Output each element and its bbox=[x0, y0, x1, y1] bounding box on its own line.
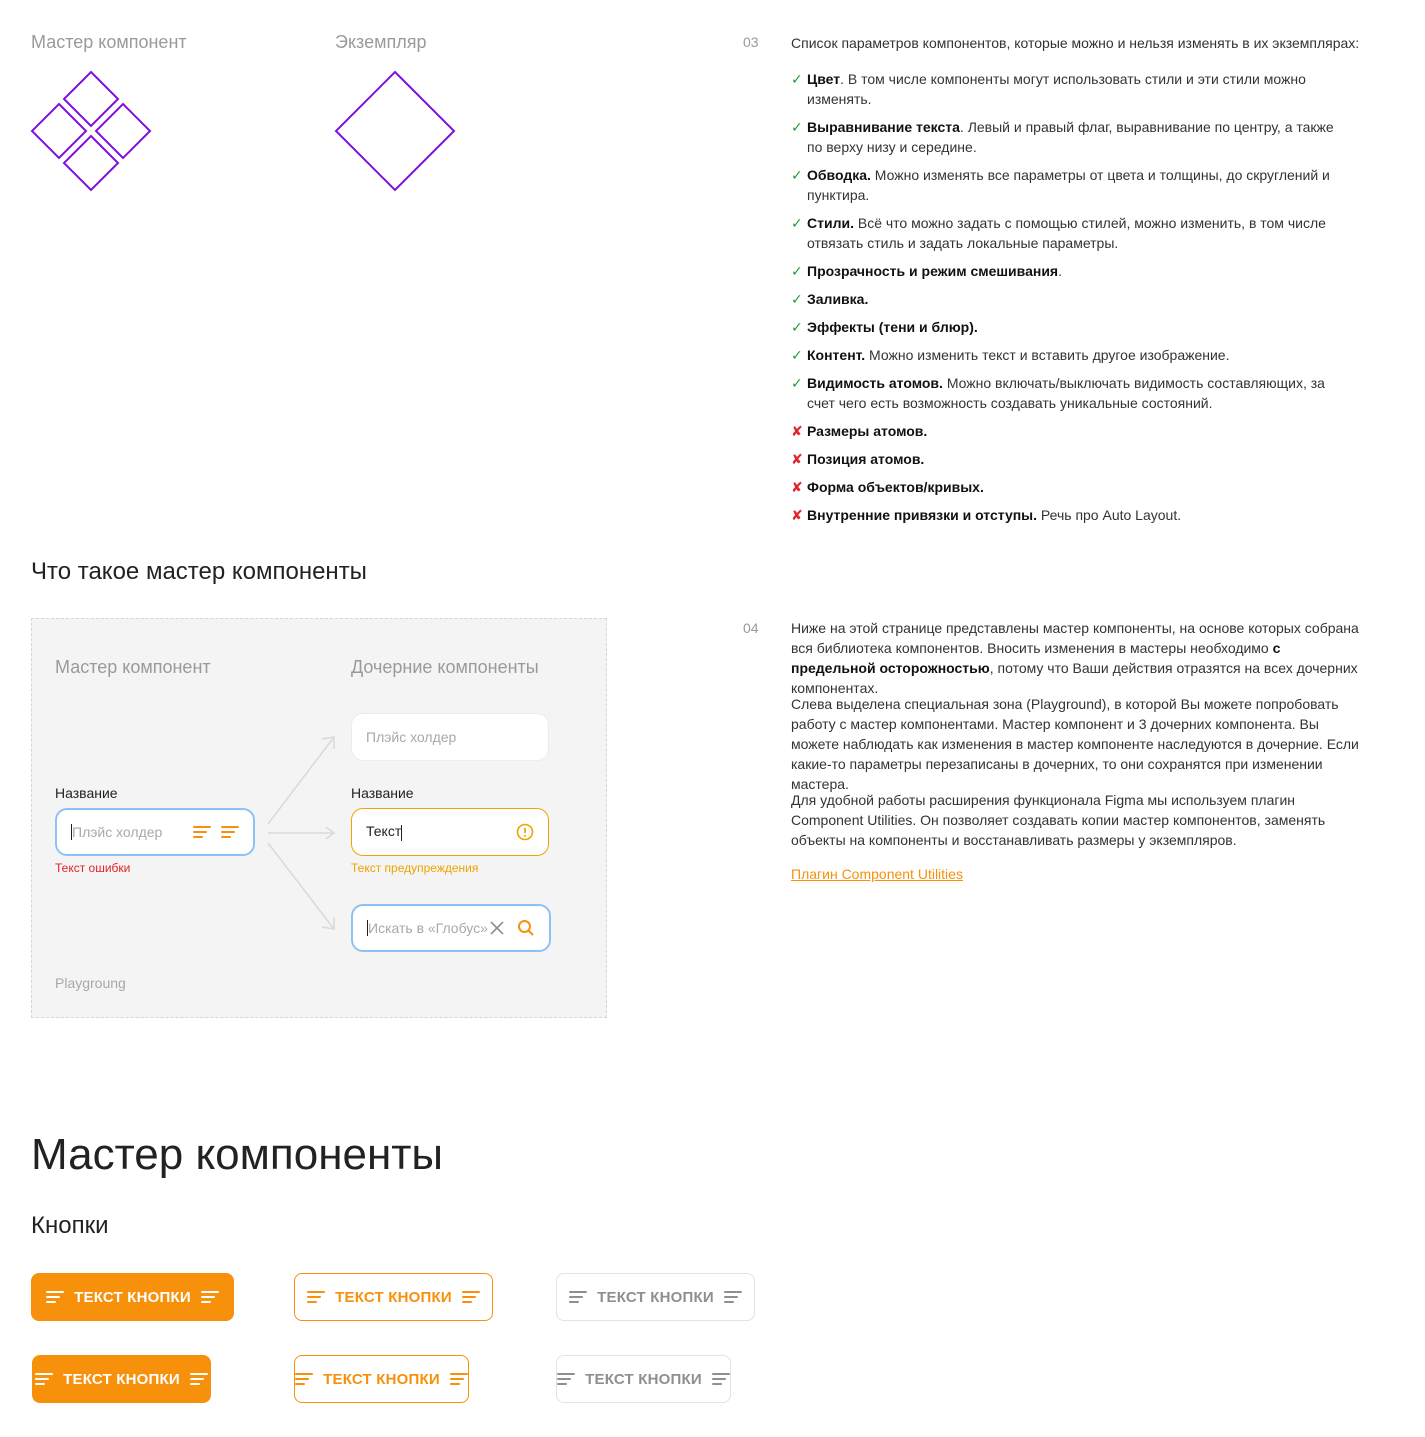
section-number-04: 04 bbox=[743, 620, 759, 636]
button-label: ТЕКСТ КНОПКИ bbox=[585, 1370, 702, 1388]
search-icon[interactable] bbox=[517, 919, 535, 937]
master-input-placeholder: Плэйс холдер bbox=[72, 824, 163, 840]
lines-icon bbox=[35, 1372, 53, 1386]
master-caption: Мастер компонент bbox=[31, 32, 187, 52]
button-label: ТЕКСТ КНОПКИ bbox=[323, 1370, 440, 1388]
lines-icon bbox=[307, 1290, 325, 1304]
about-paragraph-1: Ниже на этой странице представлены мастер компоненты, на основе которых собрана вся библиотека компонентов. Вносить изменения в мастеры необходимо с предельной осторожностью, потому что Ваши действия отразятся на всех дочерних компонентах. bbox=[791, 620, 1359, 696]
child-input-1[interactable] bbox=[351, 713, 549, 761]
lines-icon bbox=[724, 1290, 742, 1304]
child2-warning-text: Текст предупреждения bbox=[351, 861, 479, 875]
params-intro: Список параметров компонентов, которые можно и нельзя изменять в их экземплярах: bbox=[791, 35, 1360, 51]
button-filled-medium[interactable] bbox=[32, 1355, 211, 1403]
master-input[interactable] bbox=[55, 808, 255, 856]
list-item: ✓ Контент. Можно изменить текст и вставить другое изображение. bbox=[791, 347, 1230, 363]
pg-master-caption: Мастер компонент bbox=[55, 657, 211, 677]
list-item: ✘ Размеры атомов. bbox=[791, 423, 928, 439]
button-label: ТЕКСТ КНОПКИ bbox=[335, 1288, 452, 1306]
lines-icon bbox=[712, 1372, 730, 1386]
instance-caption: Экземпляр bbox=[335, 32, 427, 52]
about-paragraph-2: Слева выделена специальная зона (Playground), в которой Вы можете попробовать работу с мастер компонентами. Мастер компонент и 3 дочерних компонента. Вы можете наблюдать как изменения в мастер компоненте наследуются в дочерние. Если какие-то параметры перезаписаны в дочерних, то они сохранятся при изменении мастера. bbox=[791, 696, 1359, 792]
section-title: Что такое мастер компоненты bbox=[31, 558, 367, 585]
section-number-03: 03 bbox=[743, 34, 759, 50]
about-paragraph-3: Для удобной работы расширения функционала Figma мы используем плагин Component Utilities. Он позволяет создавать копии мастер компонентов, заменять объекты на компоненты и восстанавливать размеры у экземпляров. bbox=[791, 792, 1326, 848]
child-input-2[interactable] bbox=[351, 808, 549, 856]
lines-icon bbox=[201, 1290, 219, 1304]
child2-value: Текст bbox=[366, 823, 402, 840]
lines-icon bbox=[295, 1372, 313, 1386]
list-item: ✘ Позиция атомов. bbox=[791, 451, 925, 467]
buttons-title: Кнопки bbox=[31, 1212, 109, 1239]
child-search-input[interactable] bbox=[351, 904, 551, 952]
button-filled-large[interactable] bbox=[31, 1273, 234, 1321]
master-component-shape bbox=[30, 70, 154, 194]
lines-icon bbox=[450, 1372, 468, 1386]
list-item: ✘ Внутренние привязки и отступы. Речь про Auto Layout. bbox=[791, 507, 1182, 523]
button-ghost-medium[interactable] bbox=[556, 1355, 731, 1403]
child1-placeholder: Плэйс холдер bbox=[366, 729, 457, 745]
button-ghost-large[interactable] bbox=[556, 1273, 755, 1321]
lines-icon bbox=[462, 1290, 480, 1304]
list-item: ✘ Форма объектов/кривых. bbox=[791, 479, 984, 495]
params-list bbox=[791, 69, 1351, 533]
child3-placeholder: Искать в «Глобус» bbox=[368, 920, 488, 936]
list-item: ✓ Обводка. Можно изменять все параметры от цвета и толщины, до скруглений и пунктира. bbox=[791, 167, 1330, 203]
lines-icon bbox=[46, 1290, 64, 1304]
master-field-label: Название bbox=[55, 785, 118, 801]
button-label: ТЕКСТ КНОПКИ bbox=[63, 1370, 180, 1388]
playground-zone bbox=[31, 618, 607, 1018]
button-outline-medium[interactable] bbox=[294, 1355, 469, 1403]
plugin-link[interactable]: Плагин Component Utilities bbox=[791, 866, 963, 882]
lines-icon bbox=[221, 825, 239, 839]
button-label: ТЕКСТ КНОПКИ bbox=[74, 1288, 191, 1306]
button-label: ТЕКСТ КНОПКИ bbox=[597, 1288, 714, 1306]
list-item: ✓ Стили. Всё что можно задать с помощью стилей, можно изменить, в том числе отвязать стиль и задать локальные параметры. bbox=[791, 215, 1326, 251]
list-item: ✓ Видимость атомов. Можно включать/выключать видимость составляющих, за счет чего есть возможность создавать уникальные состояний. bbox=[791, 375, 1325, 411]
child2-label: Название bbox=[351, 785, 414, 801]
lines-icon bbox=[190, 1372, 208, 1386]
list-item: ✓ Цвет. В том числе компоненты могут использовать стили и эти стили можно изменять. bbox=[791, 71, 1306, 107]
inheritance-arrows bbox=[264, 729, 344, 939]
lines-icon bbox=[569, 1290, 587, 1304]
list-item: ✓ Выравнивание текста. Левый и правый флаг, выравнивание по центру, а также по верху низу и середине. bbox=[791, 119, 1334, 155]
pg-children-caption: Дочерние компоненты bbox=[351, 657, 539, 677]
instance-shape bbox=[334, 70, 458, 194]
close-icon[interactable] bbox=[489, 920, 505, 936]
list-item: ✓ Эффекты (тени и блюр). bbox=[791, 319, 978, 335]
button-outline-large[interactable] bbox=[294, 1273, 493, 1321]
playground-label: Playgroung bbox=[55, 975, 126, 991]
list-item: ✓ Прозрачность и режим смешивания. bbox=[791, 263, 1062, 279]
master-error-text: Текст ошибки bbox=[55, 861, 131, 875]
lines-icon bbox=[557, 1372, 575, 1386]
lines-icon bbox=[193, 825, 211, 839]
masters-title: Мастер компоненты bbox=[31, 1130, 444, 1179]
warning-icon bbox=[516, 823, 534, 841]
list-item: ✓ Заливка. bbox=[791, 291, 869, 307]
